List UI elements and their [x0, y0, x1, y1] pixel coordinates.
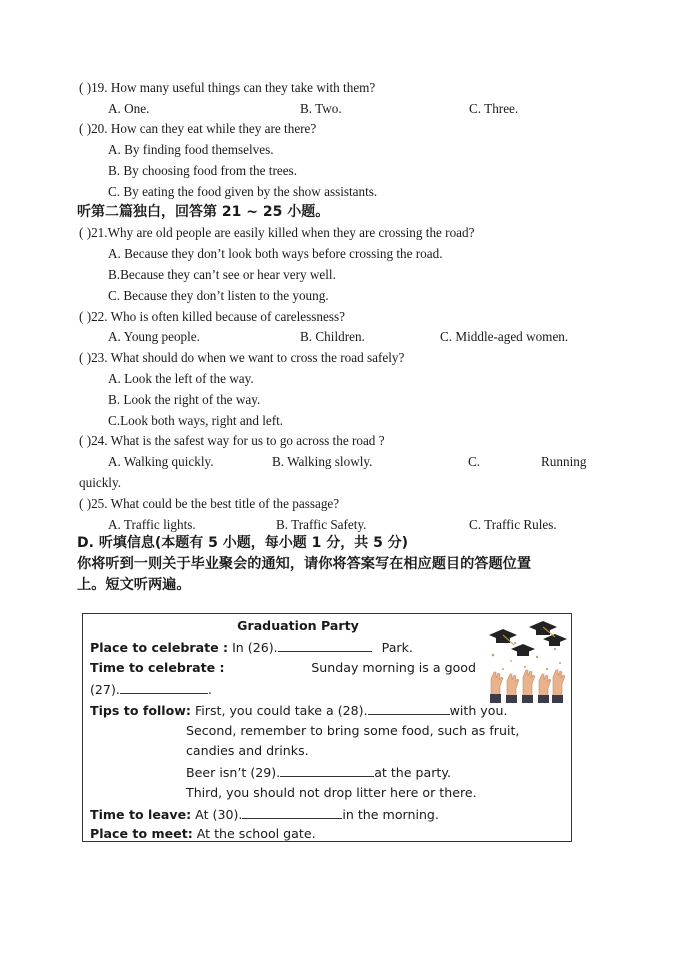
q23-option-b: B. Look the right of the way. [108, 392, 261, 407]
tip2-line-1: Second, remember to bring some food, such as fruit, [186, 723, 520, 738]
leave-suffix: in the morning. [342, 807, 439, 822]
q20-option-b: B. By choosing food from the trees. [108, 163, 297, 178]
q24-option-c: C. [468, 454, 481, 469]
q24-option-c-wrap: quickly. [79, 475, 121, 490]
tip1-prefix: First, you could take a [194, 703, 334, 718]
meet-label: Place to meet: [90, 826, 193, 841]
q24-stem: ( )24. What is the safest way for us to go across the road ? [79, 433, 385, 448]
tips-row-1 [90, 702, 507, 719]
time-blank-label: (27). [90, 682, 120, 697]
tip3-prefix: Beer isn’t [186, 765, 247, 780]
place-label: Place to celebrate : [90, 640, 229, 655]
leave-blank-label: (30). [212, 807, 243, 822]
tip1-blank-label: (28). [337, 703, 368, 718]
q22-option-b: B. Children. [300, 329, 365, 344]
meet-text: At the school gate. [196, 826, 316, 841]
q25-option-b: B. Traffic Safety. [276, 517, 367, 532]
q19-option-a: A. One. [108, 101, 150, 116]
q21-option-b: B.Because they can’t see or hear very well. [108, 267, 336, 282]
tip3-suffix: at the party. [374, 765, 452, 780]
q24-option-b: B. Walking slowly. [272, 454, 373, 469]
q22-stem: ( )22. Who is often killed because of carelessness? [79, 309, 345, 324]
q21-option-a: A. Because they don’t look both ways before crossing the road. [108, 246, 443, 261]
q25-option-a: A. Traffic lights. [108, 517, 196, 532]
q19-stem: ( )19. How many useful things can they take with them? [79, 80, 376, 95]
q20-option-a: A. By finding food themselves. [108, 142, 274, 157]
q19-option-c: C. Three. [469, 101, 519, 116]
q23-option-c: C.Look both ways, right and left. [108, 413, 284, 428]
blank-30 [242, 806, 342, 819]
leave-row [90, 806, 439, 823]
time-end: . [207, 682, 212, 697]
leave-label: Time to leave: [90, 807, 192, 822]
blank-26 [278, 639, 372, 652]
q23-option-a: A. Look the left of the way. [108, 371, 254, 386]
q19-option-b: B. Two. [300, 101, 342, 116]
q24-option-c-text: Running [541, 454, 587, 469]
graduation-caps-hands-icon [485, 619, 567, 703]
section-d-instruction-2: 上。短文听两遍。 [77, 577, 191, 593]
leave-prefix: At [195, 807, 209, 822]
blank-28 [368, 702, 450, 715]
place-row [90, 639, 413, 656]
tips-label: Tips to follow: [90, 703, 191, 718]
tip2-line-2: candies and drinks. [186, 743, 309, 758]
place-prefix: In (26). [232, 640, 278, 655]
blank-29 [280, 764, 374, 777]
tip4: Third, you should not drop litter here or there. [186, 785, 477, 800]
tip1-suffix: with you. [449, 703, 508, 718]
time-row-2 [90, 681, 212, 698]
time-text: Sunday morning is a good [311, 660, 476, 675]
meet-row [90, 826, 316, 842]
q25-stem: ( )25. What could be the best title of the passage? [79, 496, 340, 511]
time-label: Time to celebrate : [90, 660, 225, 675]
q22-option-c: C. Middle-aged women. [440, 329, 569, 344]
q20-stem: ( )20. How can they eat while they are there? [79, 121, 317, 136]
q22-option-a: A. Young people. [108, 329, 200, 344]
q23-stem: ( )23. What should do when we want to cross the road safely? [79, 350, 405, 365]
q25-option-c: C. Traffic Rules. [469, 517, 557, 532]
time-row [90, 660, 476, 676]
q24-option-a: A. Walking quickly. [108, 454, 214, 469]
tip3-row [186, 764, 451, 781]
graduation-party-notice [82, 613, 572, 842]
q21-option-c: C. Because they don’t listen to the young. [108, 288, 329, 303]
q20-option-c: C. By eating the food given by the show assistants. [108, 184, 378, 199]
section2-heading: 听第二篇独白，回答第 21 ~ 25 小题。 [77, 204, 330, 220]
card-title: Graduation Party [237, 618, 359, 633]
section-d-instruction-1: 你将听到一则关于毕业聚会的通知，请你将答案写在相应题目的答题位置 [77, 556, 532, 572]
tip3-blank-label: (29). [250, 765, 281, 780]
place-suffix: Park. [381, 640, 413, 655]
blank-27 [120, 681, 208, 694]
section-d-heading: D. 听填信息(本题有 5 小题，每小题 1 分，共 5 分) [77, 535, 409, 551]
q21-stem: ( )21.Why are old people are easily killed when they are crossing the road? [79, 225, 475, 240]
